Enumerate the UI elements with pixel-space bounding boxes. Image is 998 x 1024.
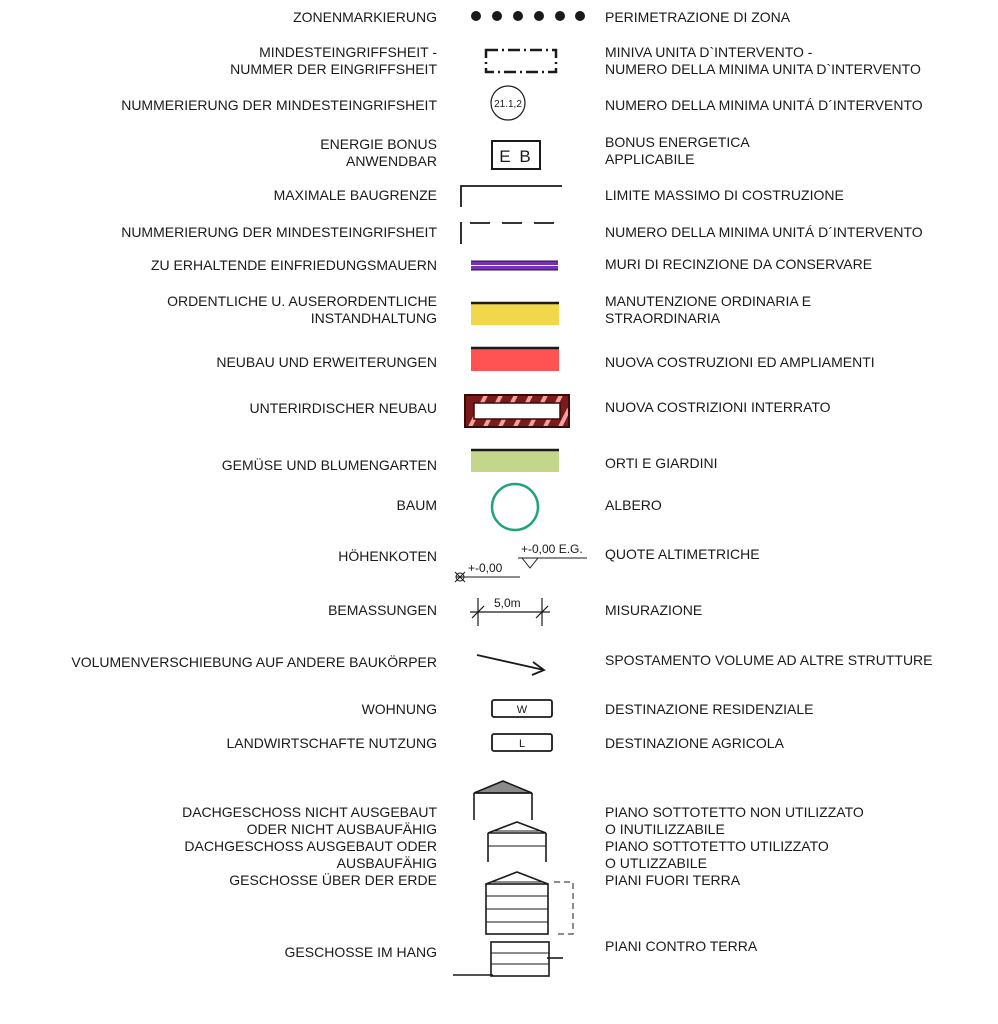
energy-bonus-box-symbol [492,141,540,169]
it-label-maintenance: MANUTENZIONE ORDINARIA E STRAORDINARIA [605,293,812,326]
it-label-underground: NUOVA COSTRIZIONI INTERRATO [605,399,831,415]
floors-slope-symbol [453,942,563,976]
de-label-floors: DACHGESCHOSS NICHT AUSGEBAUT ODER NICHT AUSBAUFÄHIG DACHGESCHOSS AUSGEBAUT ODER AUSBAUFÄHIG GESCHOSSE ÜBER DER ERDE [182,804,437,888]
it-label-max-building-limit: LIMITE MASSIMO DI COSTRUZIONE [605,187,844,203]
it-label-agricultural: DESTINAZIONE AGRICOLA [605,735,784,751]
it-label-unit-numbering: NUMERO DELLA MINIMA UNITÁ D´INTERVENTO [605,97,923,113]
volume-shift-arrow-icon [477,655,544,675]
de-label-min-unit: MINDESTEINGRIFFSHEIT - NUMMER DER EINGRIFFSHEIT [230,44,437,77]
de-label-volume-shift: VOLUMENVERSCHIEBUNG AUF ANDERE BAUKÖRPER [71,654,437,670]
residential-label: W [516,704,528,716]
de-label-max-building-limit: MAXIMALE BAUGRENZE [273,187,437,203]
elevation-symbol [455,542,587,582]
de-label-elevations: HÖHENKOTEN [338,548,437,564]
it-label-elevations: QUOTE ALTIMETRICHE [605,546,760,562]
elevation-ground-floor-label: +-0,00 E.G. [521,542,583,556]
de-label-residential: WOHNUNG [361,701,437,717]
it-label-slope-floors: PIANI CONTRO TERRA [605,938,758,954]
max-building-limit-symbol [461,186,562,207]
maintenance-yellow-swatch [471,303,559,325]
it-label-floors: PIANO SOTTOTETTO NON UTILIZZATO O INUTILIZZABILE PIANO SOTTOTETTO UTILIZZATO O UTLIZZABILE PIANI FUORI TERRA [605,804,864,888]
de-label-energy-bonus: ENERGIE BONUS ANWENDBAR [320,136,437,169]
zone-dots-symbol [471,11,585,21]
new-build-red-swatch [471,348,559,371]
attic-unused-symbol [474,781,532,820]
it-label-dimensions: MISURAZIONE [605,602,703,618]
de-label-unit-numbering: NUMMERIERUNG DER MINDESTEINGRIFSHEIT [121,97,437,113]
de-label-unit-numbering-2: NUMMERIERUNG DER MINDESTEINGRIFSHEIT [121,224,437,240]
it-label-garden: ORTI E GIARDINI [605,455,718,471]
unit-number-circle-symbol [491,86,525,120]
garden-green-swatch [471,450,559,472]
dashed-line-symbol [461,222,558,244]
de-label-maintenance: ORDENTLICHE U. AUSERORDENTLICHE INSTANDHALTUNG [167,293,437,326]
dimension-symbol [470,596,550,626]
de-label-agricultural: LANDWIRTSCHAFTE NUTZUNG [226,735,437,751]
agricultural-l-box [492,734,552,751]
de-label-zone-marking: ZONENMARKIERUNG [293,9,437,25]
legend-symbols [440,0,600,1024]
de-label-tree: BAUM [396,497,437,513]
it-label-unit-numbering-2: NUMERO DELLA MINIMA UNITÁ D´INTERVENTO [605,224,923,240]
it-label-tree: ALBERO [605,497,662,513]
agricultural-label: L [518,738,526,750]
de-label-underground: UNTERIRDISCHER NEUBAU [249,400,437,416]
it-label-new-build: NUOVA COSTRUZIONI ED AMPLIAMENTI [605,354,875,370]
elevation-zero-label: +-0,00 [468,561,503,575]
it-label-walls: MURI DI RECINZIONE DA CONSERVARE [605,256,873,272]
de-label-walls: ZU ERHALTENDE EINFRIEDUNGSMAUERN [151,257,437,273]
it-label-energy-bonus: BONUS ENERGETICA APPLICABILE [605,134,750,167]
residential-w-box [492,700,552,717]
it-label-zone-marking: PERIMETRAZIONE DI ZONA [605,9,791,25]
min-unit-dashdot-symbol [486,50,556,72]
de-label-slope-floors: GESCHOSSE IM HANG [284,944,437,960]
it-label-min-unit: MINIVA UNITA D`INTERVENTO - NUMERO DELLA MINIMA UNITA D`INTERVENTO [605,44,921,77]
it-label-residential: DESTINAZIONE RESIDENZIALE [605,701,814,717]
energy-bonus-label: E B [499,147,533,166]
attic-used-symbol [488,822,546,862]
tree-circle-icon [492,484,538,530]
floors-above-ground-symbol [486,872,573,934]
unit-number-label: 21.1,2 [494,99,522,110]
wall-preserve-symbol [471,261,558,270]
de-label-new-build: NEUBAU UND ERWEITERUNGEN [216,354,437,370]
dimension-label: 5,0m [494,596,521,610]
underground-hatched-symbol [465,395,569,427]
it-label-volume-shift: SPOSTAMENTO VOLUME AD ALTRE STRUTTURE [605,652,933,668]
de-label-dimensions: BEMASSUNGEN [328,602,437,618]
de-label-garden: GEMÜSE UND BLUMENGARTEN [221,457,437,473]
